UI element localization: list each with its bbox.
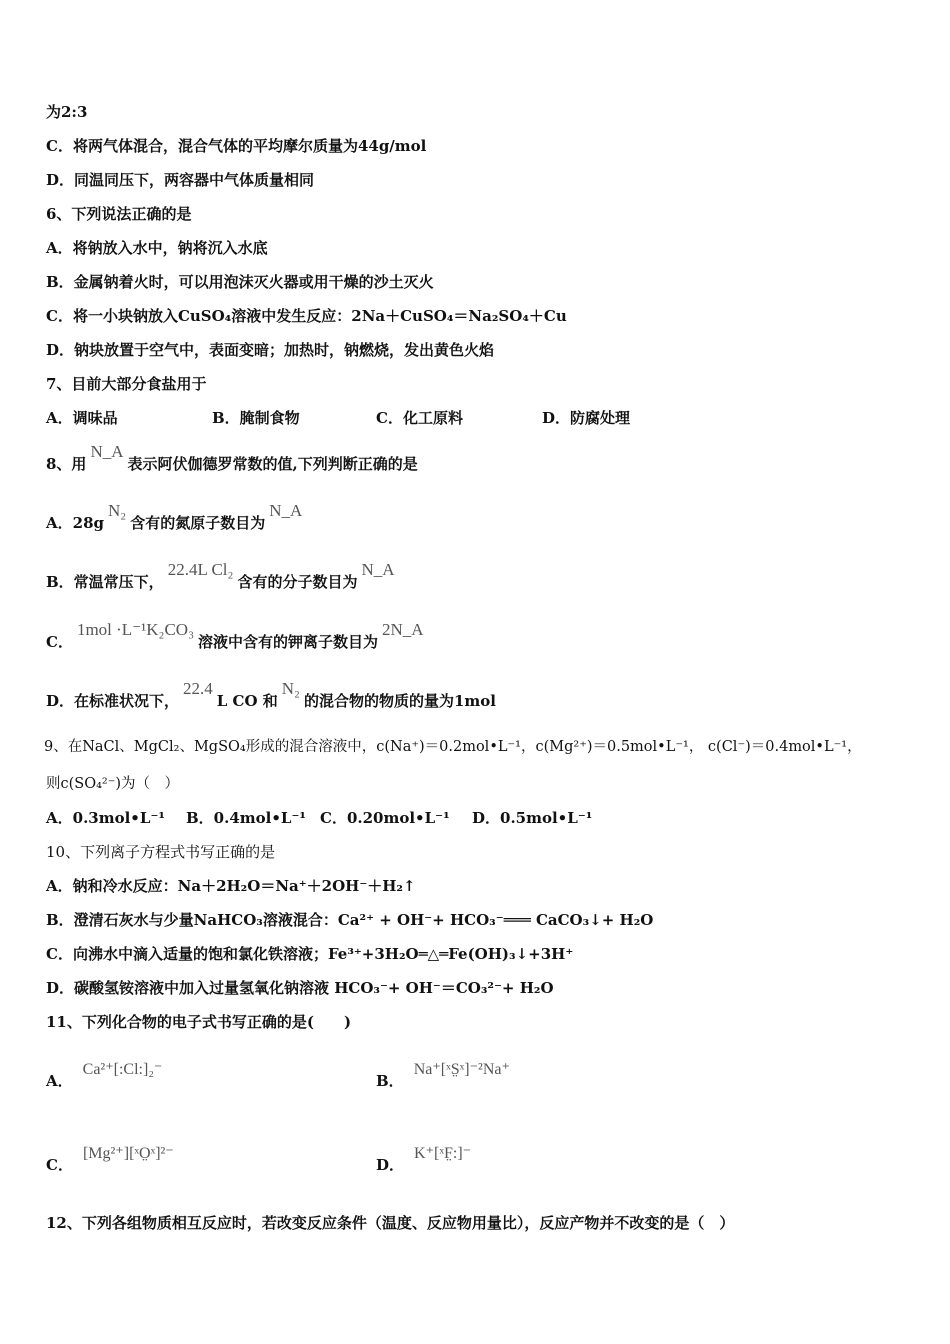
q8-option-d — [46, 679, 496, 711]
option-text: 含有的分子数目为 — [237, 573, 358, 591]
q8-option-c — [46, 620, 428, 652]
question-12: 12、下列各组物质相互反应时，若改变反应条件（温度、反应物用量比），反应产物并不改变的是（ ） — [46, 1214, 735, 1232]
option-label: D． — [376, 1156, 405, 1174]
option-label: A． — [46, 1072, 73, 1090]
formula-image: 22.4 — [183, 679, 213, 698]
formula-image: N_A — [90, 442, 124, 461]
q8-text: 表示阿伏伽德罗常数的值,下列判断正确的是 — [127, 455, 418, 473]
question-6: 6、下列说法正确的是 — [46, 205, 192, 223]
option-text: 溶液中含有的钾离子数目为 — [198, 633, 379, 651]
q9-option-c: C．0.20mol•L⁻¹ — [320, 809, 450, 827]
q6-option-c: C．将一小块钠放入CuSO₄溶液中发生反应：2Na＋CuSO₄＝Na₂SO₄＋Cu — [46, 307, 567, 325]
q11-option-c — [46, 1145, 174, 1176]
text-line: 为2:3 — [46, 103, 88, 121]
q9-option-a: A．0.3mol•L⁻¹ — [46, 809, 165, 827]
question-9: 9、在NaCl、MgCl₂、MgSO₄形成的混合溶液中，c(Na⁺)＝0.2mol•L⁻¹，c(Mg²⁺)＝0.5mol•L⁻¹， c(Cl⁻)＝0.4mol•L⁻¹， — [44, 739, 862, 755]
formula-image: 22.4L Cl₂ — [167, 560, 234, 579]
q6-option-b: B．金属钠着火时，可以用泡沫灭火器或用干燥的沙土灭火 — [46, 273, 434, 291]
option-label: B．常温常压下， — [46, 573, 164, 591]
q9-option-b: B．0.4mol•L⁻¹ — [186, 809, 306, 827]
q7-option-d: D．防腐处理 — [542, 409, 631, 427]
question-7: 7、目前大部分食盐用于 — [46, 375, 207, 393]
option-text: 的混合物的物质的量为1mol — [303, 692, 496, 710]
q10-option-a: A．钠和冷水反应：Na＋2H₂O＝Na⁺＋2OH⁻＋H₂↑ — [46, 877, 416, 895]
q7-option-a: A．调味品 — [46, 409, 118, 427]
q8-prefix: 8、用 — [46, 455, 87, 473]
q6-option-a: A．将钠放入水中，钠将沉入水底 — [46, 239, 268, 257]
formula-image: N_A — [361, 560, 395, 579]
option-label: C． — [46, 1156, 73, 1174]
electron-formula-image: Na⁺[ˣS̤ˣ]⁻²Na⁺ — [413, 1061, 510, 1078]
option-text: 含有的氮原子数目为 — [130, 514, 266, 532]
electron-formula-image: Ca²⁺[:Cl:]₂⁻ — [82, 1061, 163, 1078]
question-8 — [46, 442, 418, 474]
formula-image: 1mol ·L⁻¹K₂CO₃ — [76, 620, 195, 639]
q11-option-d — [376, 1145, 472, 1176]
option-label: A．28g — [46, 514, 105, 532]
option-label: D．在标准状况下， — [46, 692, 180, 710]
question-11: 11、下列化合物的电子式书写正确的是( ) — [46, 1013, 352, 1031]
formula-image: N₂ — [108, 501, 127, 520]
q10-option-b: B．澄清石灰水与少量NaHCO₃溶液混合：Ca²⁺ + OH⁻+ HCO₃⁻═══ CaCO₃↓+ H₂O — [46, 911, 654, 929]
option-d: D．同温同压下，两容器中气体质量相同 — [46, 171, 315, 189]
option-label: C． — [46, 633, 73, 651]
formula-image: N₂ — [281, 679, 300, 698]
question-10: 10、下列离子方程式书写正确的是 — [46, 843, 276, 861]
option-label: B． — [376, 1072, 404, 1090]
q9-option-d: D．0.5mol•L⁻¹ — [472, 809, 593, 827]
q10-option-c: C．向沸水中滴入适量的饱和氯化铁溶液；Fe³⁺+3H₂O═△═Fe(OH)₃↓+3H⁺ — [46, 945, 574, 963]
electron-formula-image: K⁺[ˣF̤:]⁻ — [414, 1145, 472, 1162]
option-c: C．将两气体混合，混合气体的平均摩尔质量为44g/mol — [46, 137, 427, 155]
formula-image: N_A — [269, 501, 303, 520]
q7-option-b: B．腌制食物 — [212, 409, 300, 427]
q11-option-a — [46, 1061, 163, 1092]
question-9-cont: 则c(SO₄²⁻)为（ ） — [46, 776, 180, 792]
q8-option-a — [46, 501, 306, 533]
q6-option-d: D．钠块放置于空气中，表面变暗；加热时，钠燃烧，发出黄色火焰 — [46, 341, 495, 359]
q8-option-b — [46, 560, 399, 592]
electron-formula-image: [Mg²⁺][ˣO̤ˣ]²⁻ — [82, 1145, 174, 1162]
q7-option-c: C．化工原料 — [376, 409, 463, 427]
option-text: L CO 和 — [216, 692, 278, 710]
q10-option-d: D．碳酸氢铵溶液中加入过量氢氧化钠溶液 HCO₃⁻+ OH⁻＝CO₃²⁻+ H₂O — [46, 979, 554, 997]
formula-image: 2N_A — [382, 620, 424, 639]
q11-option-b — [376, 1061, 510, 1092]
